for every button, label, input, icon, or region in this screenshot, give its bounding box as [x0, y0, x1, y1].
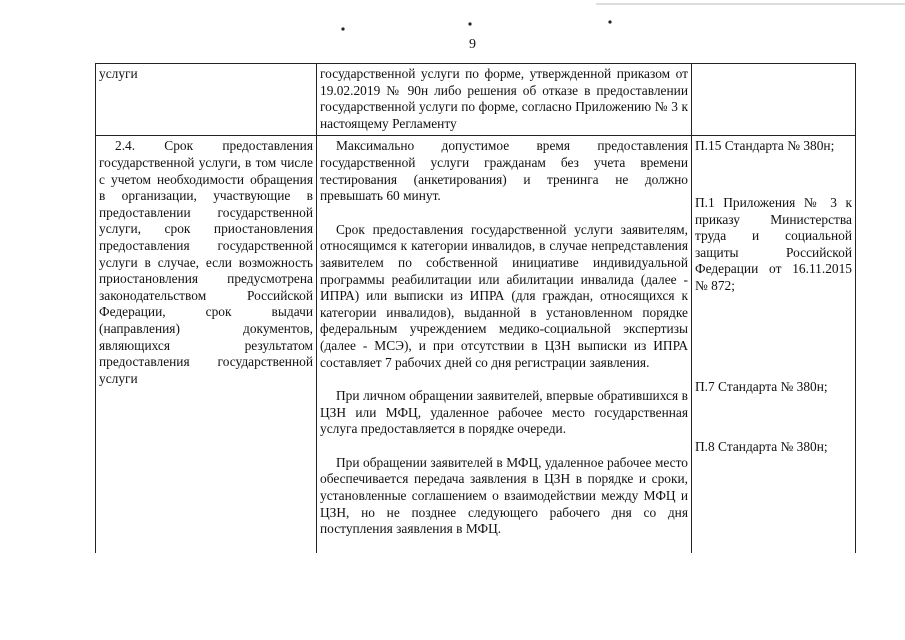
requirement-cell	[96, 136, 317, 554]
reference-text: П.8 Стандарта № 380н;	[695, 439, 828, 455]
regulation-table	[95, 63, 856, 553]
content-paragraph: Максимально допустимое время предоставления государственной услуги гражданам без учета времени тестирования (анкетирования) и тренинга не должно превышать 60 минут.	[320, 138, 688, 204]
reference-cell	[692, 64, 856, 136]
table-row	[96, 64, 856, 136]
requirement-cell	[96, 64, 317, 136]
reference-text: П.15 Стандарта № 380н;	[695, 138, 835, 154]
table-row	[96, 136, 856, 554]
requirement-text: услуги	[99, 66, 138, 81]
scan-artifacts	[0, 0, 905, 40]
content-paragraph: Срок предоставления государственной услуги заявителям, относящимся к категории инвалидов, в случае непредставления заявителем по собственной инициативе индивидуальной программы реабилитации или абилитации инвалида (далее - ИПРА) или выписки из ИПРА (для граждан, относящихся к категории инвалидов), выданной в установленном порядке федеральным учреждением медико-социальной экспертизы (далее - МСЭ), и при отсутствии в ЦЗН выписки из ИПРА составляет 7 рабочих дней со дня регистрации заявления.	[320, 221, 688, 370]
content-cell	[317, 64, 692, 136]
reference-cell	[692, 136, 856, 554]
content-text: государственной услуги по форме, утвержденной приказом от 19.02.2019 № 90н либо решения об отказе в предоставлении государственной услуги по форме, согласно Приложению № 3 к настоящему Регламенту	[320, 66, 688, 131]
page-number: 9	[469, 37, 476, 52]
content-paragraph: При личном обращении заявителей, впервые обратившихся в ЦЗН или МФЦ, удаленное рабочее место государственная услуга предоставляется в порядке очереди.	[320, 388, 688, 437]
requirement-text: 2.4. Срок предоставления государственной услуги, в том числе с учетом необходимости обращения в организации, участвующие в предоставлении государственной услуги, срок приостановления предоставления государственной услуги в случае, если возможность приостановления предусмотрена законодательством Российской Федерации, срок выдачи (направления) документов, являющихся результатом предоставления государственной услуги	[99, 138, 313, 386]
content-cell	[317, 136, 692, 554]
content-paragraph: При обращении заявителей в МФЦ, удаленное рабочее место обеспечивается передача заявления в ЦЗН в порядке и сроки, установленные соглашением о взаимодействии между МФЦ и ЦЗН, но не позднее следующего рабочего дня со дня поступления заявления в МФЦ.	[320, 454, 688, 537]
reference-text: П.1 Приложения № 3 к приказу Министерства труда и социальной защиты Российской Федерации от 16.11.2015 № 872;	[695, 194, 852, 293]
reference-text: П.7 Стандарта № 380н;	[695, 378, 828, 394]
